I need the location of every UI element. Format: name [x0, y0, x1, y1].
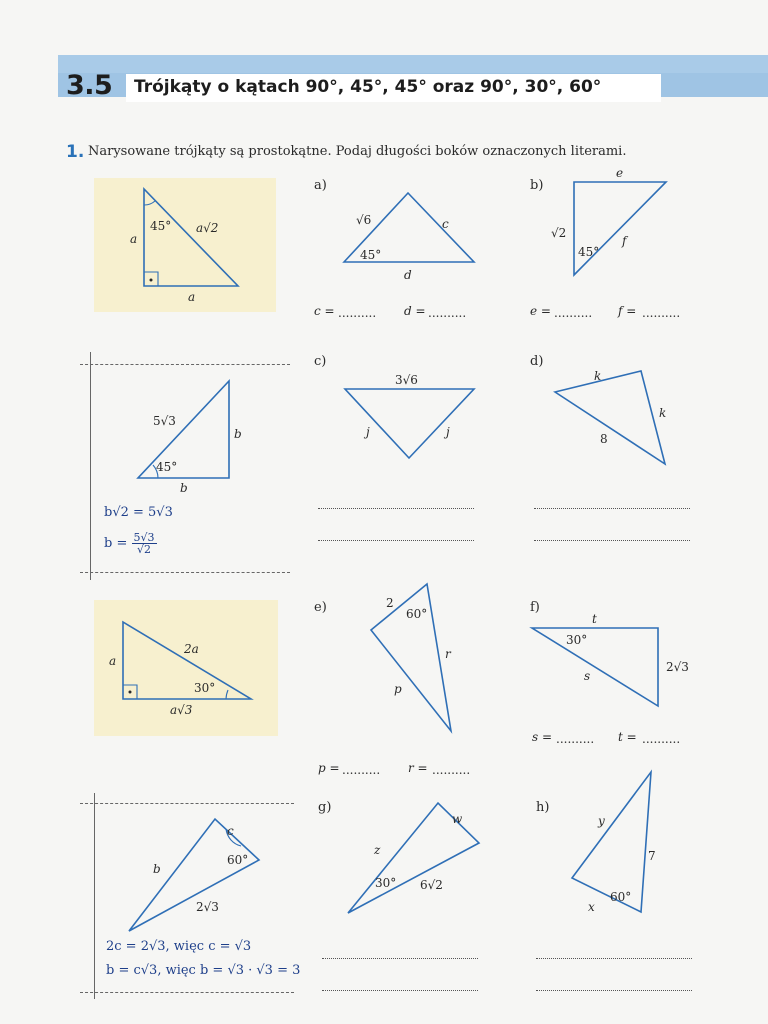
task-b-angle: 45°	[578, 245, 600, 259]
task-b-answer-e-label: e =	[530, 304, 551, 318]
task-f-answer-t-label: t =	[618, 730, 637, 744]
example-3-right-angle-dot	[129, 691, 132, 694]
exercise-number: 1.	[66, 142, 85, 162]
task-d-answer-line-1[interactable]	[534, 508, 690, 509]
task-b-label: b)	[530, 178, 544, 193]
task-e-angle: 60°	[406, 607, 428, 621]
example-3-side-bottom: a√3	[170, 703, 193, 717]
task-h-angle: 60°	[610, 890, 632, 904]
example-4-angle: 60°	[227, 853, 249, 867]
task-b-side-left: √2	[551, 226, 567, 240]
example-3-angle: 30°	[194, 681, 216, 695]
task-c-side-left: j	[366, 425, 370, 439]
task-b-side-top: e	[616, 166, 624, 180]
example-4-solution-line-2: b = c√3, więc b = √3 · √3 = 3	[106, 963, 301, 978]
example-3-triangle	[123, 622, 251, 699]
task-f-triangle	[532, 628, 658, 706]
task-f-side-right: 2√3	[666, 660, 689, 674]
task-g-answer-line-2[interactable]	[322, 990, 478, 991]
task-h-answer-line-2[interactable]	[536, 990, 692, 991]
example-4-side-b: b	[153, 862, 161, 876]
task-e-side-right: r	[445, 647, 451, 661]
example-1-side-left: a	[130, 232, 138, 246]
task-a-side-bottom: d	[404, 268, 412, 282]
task-g-side-left: z	[374, 843, 381, 857]
task-b-answer-f-label: f =	[618, 304, 637, 318]
example-3-side-hyp: 2a	[184, 642, 199, 656]
task-b-answer-e-dots[interactable]: ..........	[554, 306, 593, 320]
task-f-answer-t-dots[interactable]: ..........	[642, 732, 681, 746]
task-d-triangle	[555, 371, 665, 464]
task-c-side-right: j	[446, 425, 450, 439]
task-g-angle: 30°	[375, 876, 397, 890]
task-h-answer-line-1[interactable]	[536, 958, 692, 959]
task-c-answer-line-2[interactable]	[318, 540, 474, 541]
task-h-side-bottom: x	[588, 900, 595, 914]
example-3-angle-arc	[226, 690, 228, 699]
example-1-angle: 45°	[150, 219, 172, 233]
example-4-solution-line-1: 2c = 2√3, więc c = √3	[106, 939, 252, 954]
example-1-right-angle-dot	[150, 279, 153, 282]
task-c-side-top: 3√6	[395, 373, 418, 387]
task-c-answer-line-1[interactable]	[318, 508, 474, 509]
example-2-solution-lhs: b =	[104, 536, 128, 551]
task-g-side-top: w	[452, 812, 463, 826]
example-2-side-bottom: b	[180, 481, 188, 495]
task-a-answer-d-label: d =	[404, 304, 426, 318]
task-g-side-bottom: 6√2	[420, 878, 443, 892]
task-a-answer-c-dots[interactable]: ..........	[338, 306, 377, 320]
task-a-angle: 45°	[360, 248, 382, 262]
task-g-label: g)	[318, 800, 332, 815]
task-b-side-hyp: f	[622, 234, 627, 248]
example-1-angle-arc	[144, 201, 155, 205]
exercise-instruction: Narysowane trójkąty są prostokątne. Podaj długości boków oznaczonych literami.	[88, 144, 627, 159]
task-a-side-right: c	[442, 217, 449, 231]
example-2-side-right: b	[234, 427, 242, 441]
task-b-triangle	[574, 182, 666, 275]
task-e-answer-r-label: r =	[408, 761, 428, 775]
example-4-side-bottom: 2√3	[196, 900, 219, 914]
task-e-answer-r-dots[interactable]: ..........	[432, 763, 471, 777]
task-e-answer-p-label: p =	[318, 761, 340, 775]
task-h-side-top: y	[598, 814, 605, 828]
task-a-answer-c-label: c =	[314, 304, 335, 318]
task-f-side-top: t	[592, 612, 597, 626]
task-f-answer-s-label: s =	[532, 730, 553, 744]
task-a-answer-d-dots[interactable]: ..........	[428, 306, 467, 320]
task-d-label: d)	[530, 354, 544, 369]
task-e-answer-p-dots[interactable]: ..........	[342, 763, 381, 777]
task-e-side-left: p	[394, 682, 402, 696]
example-2-angle: 45°	[156, 460, 178, 474]
example-2-fraction-numerator: 5√3	[133, 531, 155, 544]
task-h-label: h)	[536, 800, 550, 815]
task-d-answer-line-2[interactable]	[534, 540, 690, 541]
task-e-label: e)	[314, 600, 327, 615]
example-2-triangle	[138, 381, 229, 478]
task-a-label: a)	[314, 178, 327, 193]
task-e-side-top: 2	[386, 596, 394, 610]
task-f-angle: 30°	[566, 633, 588, 647]
task-c-triangle	[345, 389, 474, 458]
example-4-triangle	[129, 819, 259, 931]
example-3-side-left: a	[109, 654, 117, 668]
task-g-answer-line-1[interactable]	[322, 958, 478, 959]
task-f-label: f)	[530, 600, 540, 615]
example-1-side-hyp: a√2	[196, 221, 219, 235]
task-d-side-top: k	[594, 369, 602, 383]
example-2-side-hyp: 5√3	[153, 414, 176, 428]
task-b-answer-f-dots[interactable]: ..........	[642, 306, 681, 320]
example-4-side-c: c	[227, 824, 234, 838]
example-2-fraction-denominator: √2	[137, 543, 152, 556]
section-title: Trójkąty o kątach 90°, 45°, 45° oraz 90°, 30°, 60°	[134, 77, 602, 97]
example-2-solution-fraction	[132, 532, 157, 555]
example-2-solution-line-1: b√2 = 5√3	[104, 505, 173, 520]
task-f-answer-s-dots[interactable]: ..........	[556, 732, 595, 746]
task-f-side-hyp: s	[584, 669, 591, 683]
example-1-side-bottom: a	[188, 290, 196, 304]
section-number: 3.5	[66, 70, 113, 101]
task-h-side-right: 7	[648, 849, 656, 863]
task-c-label: c)	[314, 354, 327, 369]
example-2-solution-line-2	[104, 532, 157, 555]
task-d-side-hyp: 8	[600, 432, 608, 446]
task-a-side-left: √6	[356, 213, 372, 227]
task-d-side-right: k	[659, 406, 667, 420]
